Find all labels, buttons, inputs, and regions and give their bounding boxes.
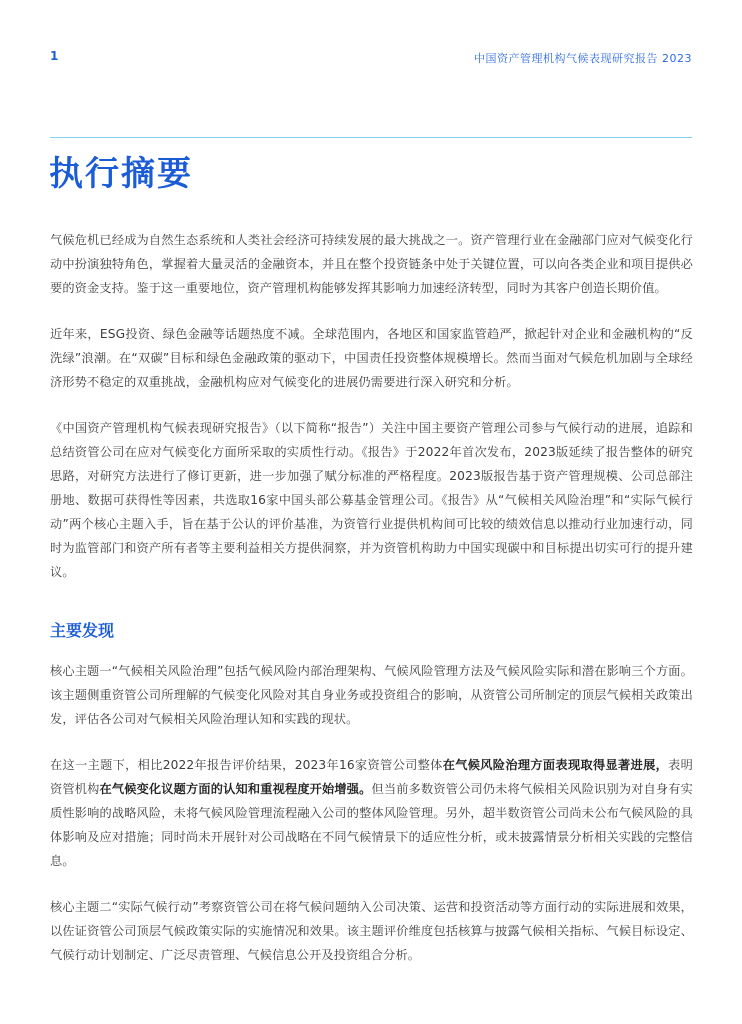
findings-heading: 主要发现 xyxy=(50,621,115,640)
findings-paragraph-2 xyxy=(50,753,693,873)
findings-highlight-progress: 在气候风险治理方面表现取得显著进展， xyxy=(442,758,669,772)
findings-paragraph-2-part-e: 但当前多数资管公司仍未将气候相关风险识别为对自身有实质性影响的战略风险，未将气候风险管理流程融入公司的整体风险管理。另外，超半数资管公司尚未公布气候风险的具体影响及应对措施；同时尚未开展针对公司战略在不同气候情景下的适应性分析，或未披露情景分析相关实践的完整信息。 xyxy=(50,782,693,868)
findings-paragraph-1: 核心主题一“气候相关风险治理”包括气候风险内部治理架构、气候风险管理方法及气候风险实际和潜在影响三个方面。该主题侧重资管公司所理解的气候变化风险对其自身业务或投资组合的影响，从资管公司所制定的顶层气候相关政策出发，评估各公司对气候相关风险治理认知和实践的现状。 xyxy=(50,664,693,726)
page-number: 1 xyxy=(50,49,59,63)
intro-paragraph-2: 近年来，ESG投资、绿色金融等话题热度不减。全球范围内，各地区和国家监管趋严，掀起针对企业和金融机构的“反洗绿”浪潮。在“双碳”目标和绿色金融政策的驱动下，中国责任投资整体规模增长。然而当面对气候危机加剧与全球经济形势不稳定的双重挑战，金融机构应对气候变化的进展仍需要进行深入研究和分析。 xyxy=(50,327,693,389)
intro-paragraph-1: 气候危机已经成为自然生态系统和人类社会经济可持续发展的最大挑战之一。资产管理行业在金融部门应对气候变化行动中扮演独特角色，掌握着大量灵活的金融资本，并且在整个投资链条中处于关键位置，可以向各类企业和项目提供必要的资金支持。鉴于这一重要地位，资产管理机构能够发挥其影响力加速经济转型，同时为其客户创造长期价值。 xyxy=(50,233,693,295)
running-header: 中国资产管理机构气候表现研究报告 2023 xyxy=(474,52,692,65)
findings-highlight-awareness: 在气候变化议题方面的认知和重视程度开始增强。 xyxy=(99,782,372,796)
findings-paragraph-3: 核心主题二“实际气候行动”考察资管公司在将气候问题纳入公司决策、运营和投资活动等方面行动的实际进展和效果，以佐证资管公司顶层气候政策实际的实施情况和效果。该主题评价维度包括核算与披露气候相关指标、气候目标设定、气候行动计划制定、广泛尽责管理、气候信息公开及投资组合分析。 xyxy=(50,900,693,962)
main-content xyxy=(50,228,693,967)
findings-paragraph-2-part-a: 在这一主题下，相比2022年报告评价结果，2023年16家资管公司整体 xyxy=(50,758,443,772)
header-rule xyxy=(50,137,692,138)
intro-paragraph-3: 《中国资产管理机构气候表现研究报告》（以下简称“报告”）关注中国主要资产管理公司参与气候行动的进展，追踪和总结资管公司在应对气候变化方面所采取的实质性行动。《报告》于2022年首次发布，2023版延续了报告整体的研究思路，对研究方法进行了修订更新，进一步加强了赋分标准的严格程度。2023版报告基于资产管理规模、公司总部注册地、数据可获得性等因素，共选取16家中国头部公募基金管理公司。《报告》从“气候相关风险治理”和“实际气候行动”两个核心主题入手，旨在基于公认的评价基准，为资管行业提供机构间可比较的绩效信息以推动行业加速行动，同时为监管部门和资产所有者等主要利益相关方提供洞察，并为资管机构助力中国实现碳中和目标提出切实可行的提升建议。 xyxy=(50,421,693,579)
findings-paragraph-2-part-c: 表明资管机构 xyxy=(50,758,694,796)
page-title: 执行摘要 xyxy=(49,154,193,194)
